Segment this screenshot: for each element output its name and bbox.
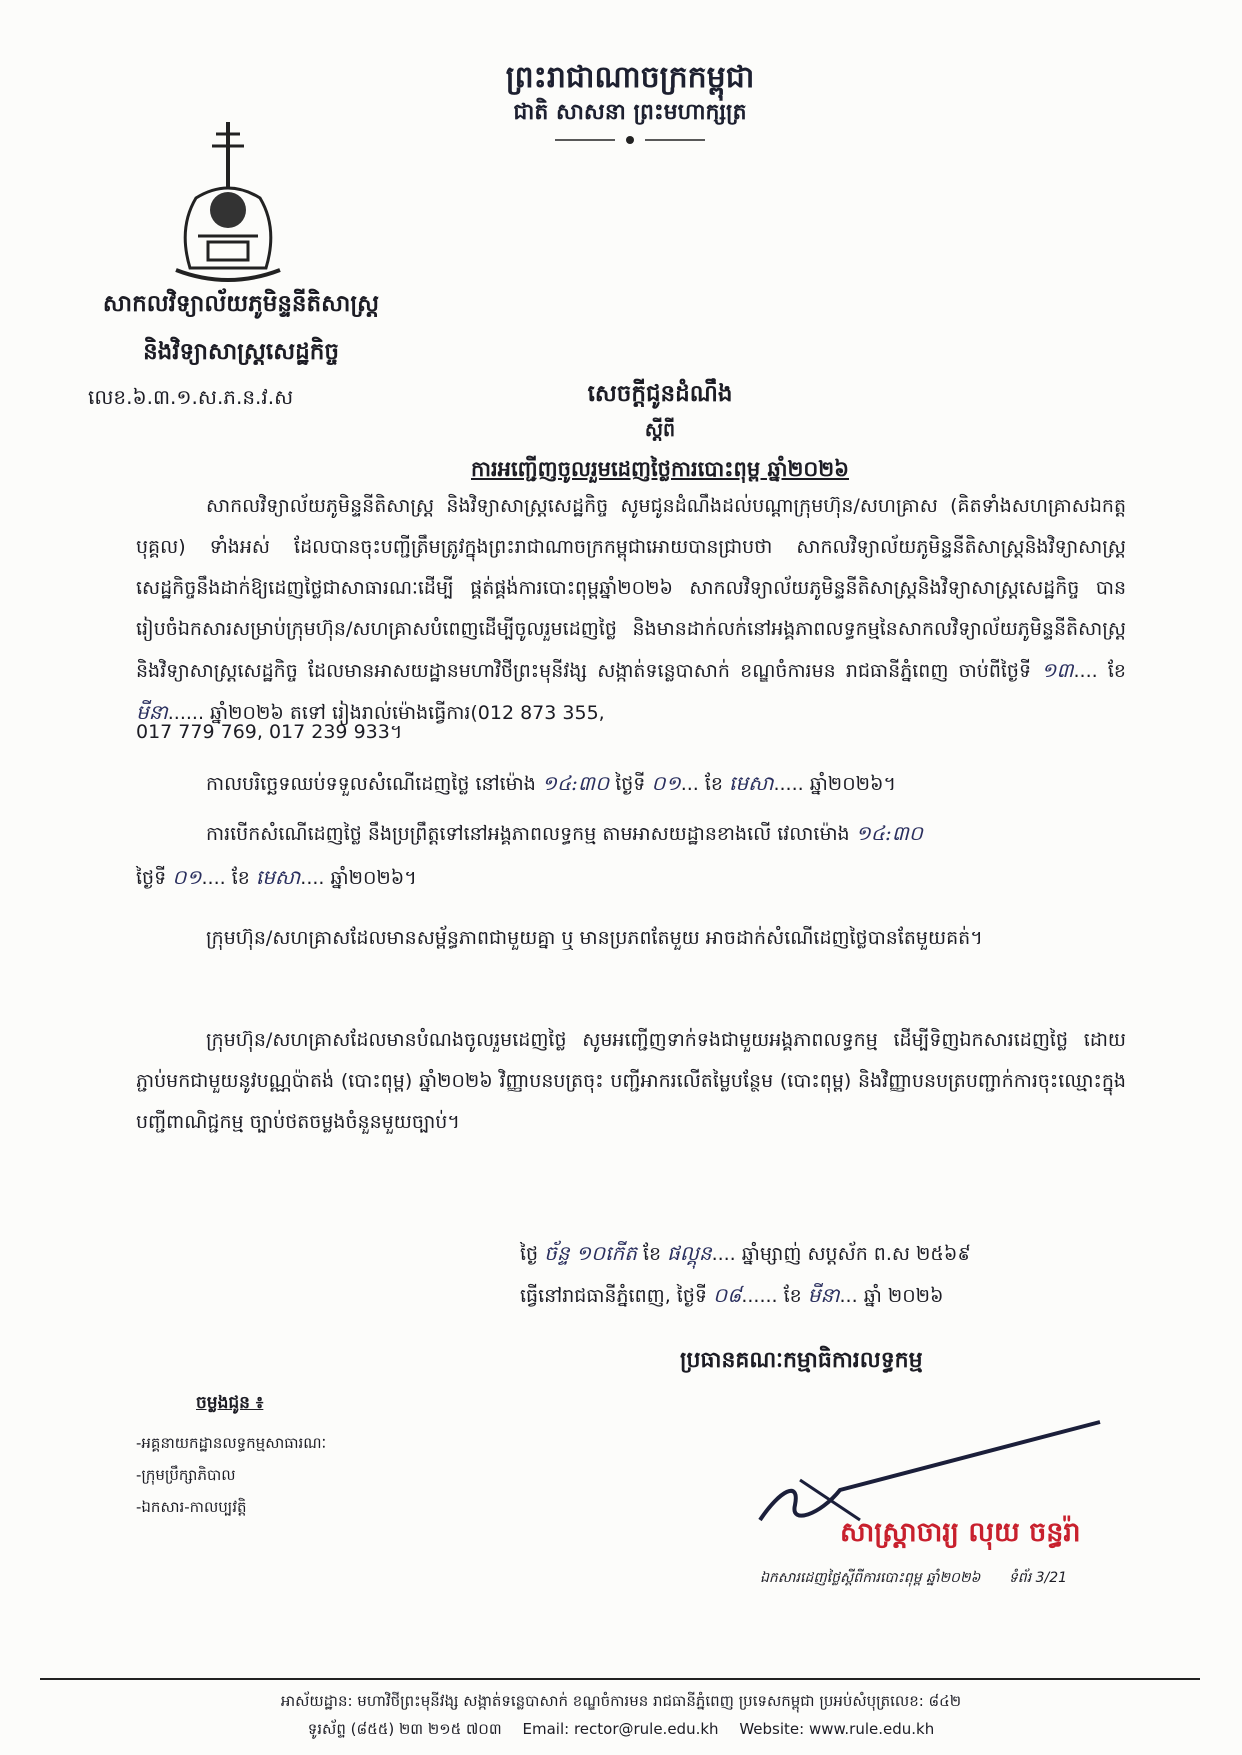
deadline-day-label: ថ្ងៃទី bbox=[615, 773, 646, 795]
document-reference bbox=[760, 1568, 1067, 1589]
para1-day: ១៣ bbox=[1041, 658, 1074, 682]
footer-divider bbox=[40, 1678, 1200, 1680]
cc-item: -ក្រុមប្រឹក្សាភិបាល bbox=[136, 1466, 236, 1484]
footer-contacts bbox=[0, 1720, 1242, 1742]
paragraph-affiliation bbox=[136, 918, 1126, 959]
signer-name bbox=[840, 1516, 1081, 1555]
university-name-line2: និងវិទ្យាសាស្ត្រសេដ្ឋកិច្ច bbox=[143, 338, 339, 365]
opening-label: ការបើកសំណើដេញថ្លៃ នឹងប្រព្រឹត្តទៅនៅអង្គភាពលទ្ធកម្ម តាមអាសយដ្ឋានខាងលើ វេលាម៉ោង bbox=[206, 823, 850, 845]
lunar-year: ឆ្នាំម្សាញ់ សប្តស័ក ព.ស ២៥៦៩ bbox=[741, 1243, 971, 1265]
lunar-value: ច័ន្ទ ១០កើត bbox=[544, 1241, 637, 1265]
national-motto: ជាតិ សាសនា ព្រះមហាក្សត្រ bbox=[513, 99, 747, 125]
signer-prefix: សាស្ត្រាចារ្យ bbox=[840, 1517, 959, 1548]
lunar-month-label: ខែ bbox=[642, 1243, 662, 1265]
page-number: ទំព័រ 3/21 bbox=[1008, 1570, 1068, 1586]
notice-subject: ការអញ្ជើញចូលរួមដេញថ្លៃការបោះពុម្ព ឆ្នាំ២០២៦ bbox=[471, 456, 849, 481]
opening-day: ០១ bbox=[172, 865, 202, 889]
opening-line bbox=[206, 820, 923, 850]
para1-month: មីនា bbox=[136, 700, 168, 724]
cc-item: -ឯកសារ-កាលប្បវត្តិ bbox=[136, 1498, 247, 1516]
doc-ref-text: ឯកសារដេញថ្លៃស្តីពីការបោះពុម្ព ឆ្នាំ២០២៦ bbox=[760, 1570, 981, 1586]
para1-month-label: ខែ bbox=[1107, 660, 1126, 682]
para1-tail: ឆ្នាំ២០២៦ តទៅ រៀងរាល់ម៉ោងធ្វើការ(012 873 355, bbox=[210, 702, 605, 724]
signer-full-name: លុយ ចន្ធរ៉ា bbox=[968, 1517, 1081, 1548]
lunar-month: ផល្គុន bbox=[667, 1241, 712, 1265]
deadline-time: ១៤:៣០ bbox=[541, 771, 610, 795]
opening-date-line: ថ្ងៃទី ០១.... ខែ មេសា.... ឆ្នាំ២០២៦។ bbox=[136, 865, 417, 889]
deadline-label: កាលបរិច្ឆេទឈប់ទទួលសំណើដេញថ្លៃ នៅម៉ោង bbox=[206, 773, 536, 795]
issue-date: ធ្វើនៅរាជធានីភ្នំពេញ, ថ្ងៃទី ០៨...... ខែ មីនា... ឆ្នាំ ២០២៦ bbox=[520, 1283, 944, 1307]
opening-time: ១៤:៣០ bbox=[855, 821, 923, 845]
opening-year: ឆ្នាំ២០២៦។ bbox=[330, 867, 417, 889]
university-emblem-icon bbox=[168, 118, 288, 286]
footer-address: អាស័យដ្ឋាន: មហាវិថីព្រះមុនីវង្ស សង្កាត់ទន្លេបាសាក់ ខណ្ឌចំការមន រាជធានីភ្នំពេញ ប្រទេសកម្ពុជា ប្រអប់សំបុត្រលេខ: ៨៤២ bbox=[280, 1692, 962, 1710]
opening-month: មេសា bbox=[255, 865, 301, 889]
place-label: ធ្វើនៅរាជធានីភ្នំពេញ, ថ្ងៃទី bbox=[520, 1285, 707, 1307]
deadline-day: ០១ bbox=[651, 771, 681, 795]
deadline-year: ឆ្នាំ២០២៦។ bbox=[809, 773, 896, 795]
lunar-label: ថ្ងៃ bbox=[520, 1243, 539, 1265]
para5-text: ក្រុមហ៊ុន/សហគ្រាសដែលមានបំណងចូលរួមដេញថ្លៃ សូមអញ្ជើញទាក់ទងជាមួយអង្គភាពលទ្ធកម្ម ដើម្បីទិញឯកសារដេញថ្លៃ ដោយភ្ជាប់មកជាមួយនូវបណ្ណប៉ាតង់ (បោះពុម្ព) ឆ្នាំ២០២៦ វិញ្ញាបនបត្រចុះ បញ្ជីអាករលើតម្លៃបន្ថែម (បោះពុម្ព) និងវិញ្ញាបនបត្របញ្ជាក់ការចុះឈ្មោះក្នុងបញ្ជីពាណិជ្ជកម្ម ច្បាប់ថតចម្លងចំនួនមួយច្បាប់។ bbox=[136, 1029, 1126, 1133]
footer-phone: ទូរស័ព្ទ (៨៥៥) ២៣ ២១៥ ៧០៣ bbox=[307, 1720, 502, 1738]
deadline-line: កាលបរិច្ឆេទឈប់ទទួលសំណើដេញថ្លៃ នៅម៉ោង ១៤:៣០ ថ្ងៃទី ០១... ខែ មេសា..... ឆ្នាំ២០២៦។ bbox=[206, 771, 896, 795]
phone-numbers: 017 779 769, 017 239 933។ bbox=[136, 721, 403, 743]
opening-day-label: ថ្ងៃទី bbox=[136, 867, 167, 889]
signatory-title: ប្រធានគណៈកម្មាធិការលទ្ធកម្ម bbox=[680, 1347, 923, 1373]
issue-month: មីនា bbox=[807, 1283, 840, 1307]
issue-month-label: ខែ bbox=[783, 1285, 802, 1307]
reference-number: លេខ.៦.៣.១.ស.ភ.ន.វ.ស bbox=[88, 385, 294, 409]
para1-text: សាកលវិទ្យាល័យភូមិន្ទនីតិសាស្ត្រ និងវិទ្យាសាស្ត្រសេដ្ឋកិច្ច សូមជូនដំណឹងដល់បណ្តាក្រុមហ៊ុន/សហគ្រាស (គិតទាំងសហគ្រាសឯកត្តបុគ្គល) ទាំងអស់ ដែលបានចុះបញ្ជីត្រឹមត្រូវក្នុងព្រះរាជាណាចក្រកម្ពុជាអោយបានជ្រាបថា សាកលវិទ្យាល័យភូមិន្ទនីតិសាស្ត្រនិងវិទ្យាសាស្ត្រសេដ្ឋកិច្ចនឹងដាក់ឱ្យដេញថ្លៃជាសាធារណៈដើម្បី ផ្គត់ផ្គង់ការបោះពុម្ពឆ្នាំ២០២៦ សាកលវិទ្យាល័យភូមិន្ទនីតិសាស្ត្រនិងវិទ្យាសាស្ត្រសេដ្ឋកិច្ច បានរៀបចំឯកសារសម្រាប់ក្រុមហ៊ុន/សហគ្រាសបំពេញដើម្បីចូលរួមដេញថ្លៃ និងមានដាក់លក់នៅអង្គភាពលទ្ធកម្មនៃសាកលវិទ្យាល័យភូមិន្ទនីតិសាស្ត្រ និងវិទ្យាសាស្ត្រសេដ្ឋកិច្ច ដែលមានអាសយដ្ឋានមហាវិថីព្រះមុនីវង្ស សង្កាត់ទន្លេបាសាក់ ខណ្ឌចំការមន រាជធានីភ្នំពេញ ចាប់ពីថ្ងៃទី bbox=[136, 495, 1126, 682]
issue-day: ០៨ bbox=[713, 1283, 742, 1307]
footer-email[interactable]: Email: rector@rule.edu.kh bbox=[522, 1720, 719, 1738]
notice-title: សេចក្តីជូនដំណឹង bbox=[587, 380, 733, 407]
notice-about: ស្តីពី bbox=[644, 419, 676, 441]
deadline-month-label: ខែ bbox=[704, 773, 723, 795]
opening-month-label: ខែ bbox=[231, 867, 250, 889]
deadline-month: មេសា bbox=[729, 771, 774, 795]
cc-title: ចម្លងជូន ៖ bbox=[196, 1393, 264, 1413]
lunar-date: ថ្ងៃ ច័ន្ទ ១០កើត ខែ ផល្គុន.... ឆ្នាំម្សាញ់ សប្តស័ក ព.ស ២៥៦៩ bbox=[520, 1241, 971, 1265]
kingdom-title: ព្រះរាជាណាចក្រកម្ពុជា bbox=[505, 60, 755, 95]
paragraph-purchase bbox=[136, 1020, 1126, 1143]
cc-item: -អគ្គនាយកដ្ឋានលទ្ធកម្មសាធារណៈ bbox=[136, 1434, 327, 1452]
footer-website[interactable]: Website: www.rule.edu.kh bbox=[739, 1720, 935, 1738]
paragraph-invitation: សាកលវិទ្យាល័យភូមិន្ទនីតិសាស្ត្រ និងវិទ្យាសាស្ត្រសេដ្ឋកិច្ច សូមជូនដំណឹងដល់បណ្តាក្រុមហ៊ុន/សហគ្រាស (គិតទាំងសហគ្រាសឯកត្តបុគ្គល) ទាំងអស់ ដែលបានចុះបញ្ជីត្រឹមត្រូវក្នុងព្រះរាជាណាចក្រកម្ពុជាអោយបានជ្រាបថា សាកលវិទ្យាល័យភូមិន្ទនីតិសាស្ត្រនិងវិទ្យាសាស្ត្រសេដ្ឋកិច្ចនឹងដាក់ឱ្យដេញថ្លៃជាសាធារណៈដើម្បី ផ្គត់ផ្គង់ការបោះពុម្ពឆ្នាំ២០២៦ សាកលវិទ្យាល័យភូមិន្ទនីតិសាស្ត្រនិងវិទ្យាសាស្ត្រសេដ្ឋកិច្ច បានរៀបចំឯកសារសម្រាប់ក្រុមហ៊ុន/សហគ្រាសបំពេញដើម្បីចូលរួមដេញថ្លៃ និងមានដាក់លក់នៅអង្គភាពលទ្ធកម្មនៃសាកលវិទ្យាល័យភូមិន្ទនីតិសាស្ត្រ និងវិទ្យាសាស្ត្រសេដ្ឋកិច្ច ដែលមានអាសយដ្ឋានមហាវិថីព្រះមុនីវង្ស សង្កាត់ទន្លេបាសាក់ ខណ្ឌចំការមន រាជធានីភ្នំពេញ ចាប់ពីថ្ងៃទី ១៣.... ខែ មីនា...... ឆ្នាំ២០២៦ តទៅ រៀងរាល់ម៉ោងធ្វើការ(012 873 355, bbox=[136, 495, 1126, 724]
university-name-line1: សាកលវិទ្យាល័យភូមិន្ទនីតិសាស្ត្រ bbox=[102, 290, 380, 317]
para4-text: ក្រុមហ៊ុន/សហគ្រាសដែលមានសម្ព័ន្ធភាពជាមួយគ្នា ឬ មានប្រភពតែមួយ អាចដាក់សំណើដេញថ្លៃបានតែមួយគត់។ bbox=[206, 927, 983, 949]
issue-year: ឆ្នាំ ២០២៦ bbox=[863, 1285, 944, 1307]
ornament-divider bbox=[555, 135, 705, 145]
